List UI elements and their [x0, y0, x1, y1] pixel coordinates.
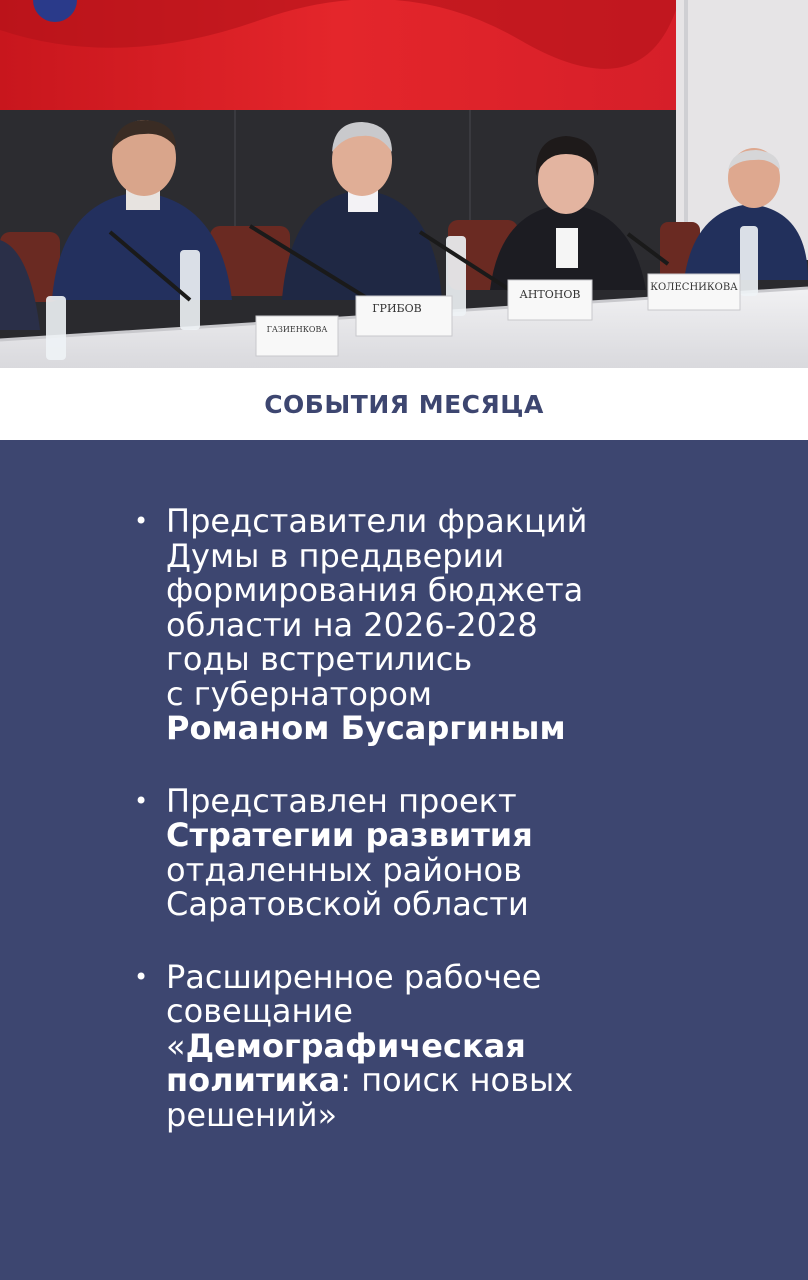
meeting-photo: [0, 0, 808, 368]
item-text: [166, 504, 690, 746]
highlight-text: Романом Бусаргиным: [166, 709, 566, 747]
highlight-text: Демографическая: [185, 1026, 526, 1065]
text-line: отдаленных районов: [166, 850, 522, 889]
text-line: решений»: [166, 1095, 338, 1134]
quote-mark: «: [166, 1026, 186, 1065]
text-line: Представители фракций: [166, 502, 588, 540]
text-line: формирования бюджета: [166, 571, 584, 609]
bullet-icon: •: [134, 507, 149, 535]
text-line: с губернатором: [166, 674, 433, 713]
text-line: совещание: [166, 992, 353, 1030]
highlight-text: политика: [166, 1061, 341, 1099]
list-item: [130, 781, 690, 923]
section-banner: [0, 368, 808, 440]
events-panel: [0, 440, 808, 1280]
list-item: [130, 957, 690, 1134]
banner-title: СОБЫТИЯ МЕСЯЦА: [264, 389, 544, 419]
header-photo: [0, 0, 808, 368]
text-line: годы встретились: [166, 640, 473, 678]
item-text: [166, 957, 690, 1134]
bullet-icon: •: [134, 786, 149, 815]
text-line: Представлен проект: [166, 781, 517, 820]
text-line: : поиск новых: [340, 1061, 574, 1099]
text-line: Думы в преддверии: [166, 536, 505, 575]
bullet-icon: •: [134, 962, 149, 991]
events-list: [130, 504, 690, 1170]
list-item: [130, 504, 690, 746]
text-line: Расширенное рабочее: [166, 957, 542, 996]
highlight-text: Стратегии развития: [166, 816, 533, 854]
nameplate-text: КОЛЕСНИКОВА: [650, 282, 738, 293]
nameplate-text: ГРИБОВ: [372, 302, 422, 315]
item-text: [166, 781, 690, 923]
nameplate-text: АНТОНОВ: [519, 288, 581, 301]
nameplate-text: ГАЗИЕНКОВА: [266, 325, 328, 334]
text-line: Саратовской области: [166, 885, 529, 923]
text-line: области на 2026-2028: [166, 605, 538, 644]
